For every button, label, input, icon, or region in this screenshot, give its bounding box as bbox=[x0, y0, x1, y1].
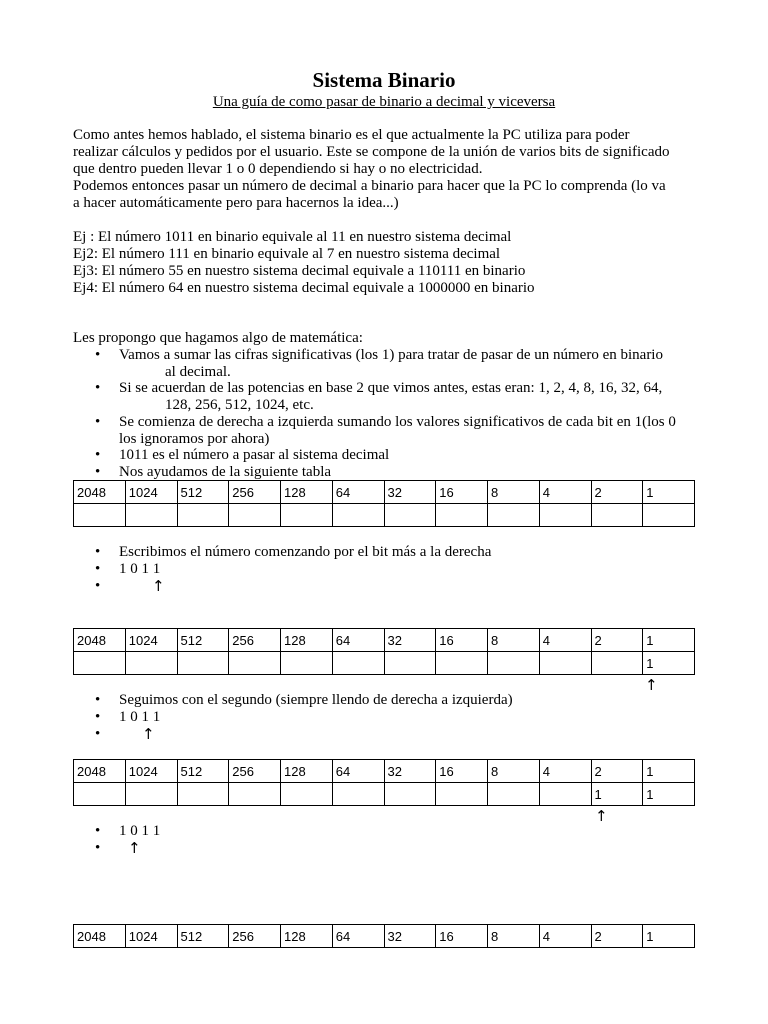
power-cell: 256 bbox=[229, 760, 281, 783]
bit-cell bbox=[177, 504, 229, 527]
bullet-text-continued: 128, 256, 512, 1024, etc. bbox=[165, 397, 314, 413]
power-cell: 16 bbox=[436, 925, 488, 948]
power-cell: 512 bbox=[177, 481, 229, 504]
intro-line: Como antes hemos hablado, el sistema binario es el que actualmente la PC utiliza para poder bbox=[73, 127, 630, 143]
power-cell: 1024 bbox=[125, 629, 177, 652]
power-cell: 4 bbox=[539, 629, 591, 652]
power-cell: 2048 bbox=[74, 481, 126, 504]
bullet-item bbox=[95, 577, 165, 595]
intro-line: realizar cálculos y pedidos por el usuario. Este se compone de la unión de varios bits de significado bbox=[73, 144, 670, 160]
intro-line: Podemos entonces pasar un número de decimal a binario para hacer que la PC lo comprenda (lo va bbox=[73, 178, 666, 194]
power-cell: 1 bbox=[643, 760, 695, 783]
power-cell: 64 bbox=[332, 629, 384, 652]
power-cell: 8 bbox=[488, 481, 540, 504]
power-cell: 2 bbox=[591, 925, 643, 948]
bits-row bbox=[74, 783, 695, 806]
bit-cell bbox=[539, 504, 591, 527]
power-cell: 64 bbox=[332, 760, 384, 783]
bits-row bbox=[74, 504, 695, 527]
bullet-glyph: • bbox=[95, 709, 101, 725]
power-cell: 2 bbox=[591, 760, 643, 783]
power-cell: 4 bbox=[539, 760, 591, 783]
power-cell: 64 bbox=[332, 925, 384, 948]
bit-cell bbox=[332, 504, 384, 527]
bit-cell: 1 bbox=[643, 783, 695, 806]
bit-cell bbox=[436, 783, 488, 806]
bit-cell: 1 bbox=[643, 652, 695, 675]
bit-cell bbox=[384, 504, 436, 527]
power-cell: 8 bbox=[488, 925, 540, 948]
binary-number: 1 0 1 1 bbox=[119, 561, 161, 577]
intro-line: que dentro pueden llevar 1 o 0 dependiendo si hay o no electricidad. bbox=[73, 161, 483, 177]
power-cell: 8 bbox=[488, 760, 540, 783]
power-cell: 1024 bbox=[125, 925, 177, 948]
bit-cell bbox=[177, 652, 229, 675]
bullet-glyph: • bbox=[95, 561, 101, 577]
bit-cell bbox=[229, 783, 281, 806]
power-cell: 1 bbox=[643, 481, 695, 504]
bullet-item bbox=[95, 692, 513, 709]
power-cell: 128 bbox=[281, 629, 333, 652]
power-cell: 2048 bbox=[74, 629, 126, 652]
page-title: Sistema Binario bbox=[312, 68, 456, 92]
bullet-glyph: • bbox=[95, 347, 101, 363]
bit-cell bbox=[591, 504, 643, 527]
bit-cell bbox=[177, 783, 229, 806]
intro-paragraph bbox=[73, 127, 703, 212]
bullet-glyph: • bbox=[95, 447, 101, 463]
binary-table bbox=[73, 628, 695, 675]
power-cell: 512 bbox=[177, 760, 229, 783]
bits-row bbox=[74, 652, 695, 675]
bit-cell bbox=[229, 652, 281, 675]
powers-row bbox=[74, 925, 695, 948]
bit-cell bbox=[643, 504, 695, 527]
bullet-text: Escribimos el número comenzando por el bit más a la derecha bbox=[119, 544, 492, 560]
power-cell: 1 bbox=[643, 925, 695, 948]
bit-cell bbox=[488, 652, 540, 675]
power-cell: 64 bbox=[332, 481, 384, 504]
example-line: Ej3: El número 55 en nuestro sistema decimal equivale a 110111 en binario bbox=[73, 263, 526, 279]
bullet-item bbox=[95, 414, 676, 447]
power-cell: 128 bbox=[281, 481, 333, 504]
powers-row bbox=[74, 481, 695, 504]
bit-cell bbox=[125, 652, 177, 675]
bullet-item bbox=[95, 839, 141, 857]
power-cell: 256 bbox=[229, 481, 281, 504]
page-subtitle: Una guía de como pasar de binario a decimal y viceversa bbox=[212, 94, 556, 110]
bullet-glyph: • bbox=[95, 380, 101, 396]
bullet-text: Se comienza de derecha a izquierda sumando los valores significativos de cada bit en 1(los 0 bbox=[119, 414, 676, 430]
up-arrow-icon: ↑ bbox=[142, 725, 155, 743]
bit-cell bbox=[591, 652, 643, 675]
bullet-item bbox=[95, 380, 663, 413]
power-cell: 512 bbox=[177, 925, 229, 948]
bullet-text: 1011 es el número a pasar al sistema decimal bbox=[119, 447, 390, 463]
binary-number: 1 0 1 1 bbox=[119, 823, 161, 839]
intro-line: a hacer automáticamente pero para hacernos la idea...) bbox=[73, 195, 399, 211]
bit-cell bbox=[488, 783, 540, 806]
up-arrow-icon: ↑ bbox=[128, 839, 141, 857]
example-line: Ej : El número 1011 en binario equivale al 11 en nuestro sistema decimal bbox=[73, 229, 512, 245]
power-cell: 32 bbox=[384, 629, 436, 652]
bullet-text: Nos ayudamos de la siguiente tabla bbox=[119, 464, 332, 480]
powers-row bbox=[74, 629, 695, 652]
bullet-glyph: • bbox=[95, 464, 101, 480]
power-cell: 1024 bbox=[125, 760, 177, 783]
bullet-item bbox=[95, 823, 161, 840]
power-cell: 1 bbox=[643, 629, 695, 652]
bullet-text-continued: al decimal. bbox=[165, 364, 231, 380]
bit-cell bbox=[281, 783, 333, 806]
bit-cell bbox=[332, 783, 384, 806]
bit-cell bbox=[125, 504, 177, 527]
bit-cell bbox=[281, 504, 333, 527]
power-cell: 4 bbox=[539, 925, 591, 948]
binary-table bbox=[73, 480, 695, 527]
binary-number: 1 0 1 1 bbox=[119, 709, 161, 725]
bullet-glyph: • bbox=[95, 414, 101, 430]
proposal-text: Les propongo que hagamos algo de matemática: bbox=[73, 330, 363, 346]
bit-cell bbox=[74, 504, 126, 527]
power-cell: 2 bbox=[591, 481, 643, 504]
bullet-glyph: • bbox=[95, 840, 101, 856]
power-cell: 32 bbox=[384, 481, 436, 504]
bit-cell bbox=[384, 652, 436, 675]
power-cell: 32 bbox=[384, 925, 436, 948]
example-line: Ej2: El número 111 en binario equivale al 7 en nuestro sistema decimal bbox=[73, 246, 501, 262]
bullet-glyph: • bbox=[95, 544, 101, 560]
bullet-glyph: • bbox=[95, 692, 101, 708]
up-arrow-icon: ↑ bbox=[595, 807, 608, 825]
bullet-item bbox=[95, 725, 155, 743]
bullet-glyph: • bbox=[95, 578, 101, 594]
examples-list bbox=[73, 229, 703, 297]
bit-cell bbox=[229, 504, 281, 527]
bit-cell bbox=[74, 783, 126, 806]
bit-cell bbox=[332, 652, 384, 675]
power-cell: 16 bbox=[436, 481, 488, 504]
bullet-text: Seguimos con el segundo (siempre llendo de derecha a izquierda) bbox=[119, 692, 513, 708]
power-cell: 2048 bbox=[74, 760, 126, 783]
bit-cell bbox=[281, 652, 333, 675]
binary-table bbox=[73, 924, 695, 948]
bit-cell bbox=[436, 652, 488, 675]
bullet-item bbox=[95, 464, 332, 481]
up-arrow-icon: ↑ bbox=[645, 676, 658, 694]
bit-cell bbox=[436, 504, 488, 527]
power-cell: 128 bbox=[281, 760, 333, 783]
bullet-item bbox=[95, 347, 663, 380]
bullet-text: Vamos a sumar las cifras significativas (los 1) para tratar de pasar de un número en binario bbox=[119, 347, 663, 363]
example-line: Ej4: El número 64 en nuestro sistema decimal equivale a 1000000 en binario bbox=[73, 280, 535, 296]
bit-cell: 1 bbox=[591, 783, 643, 806]
bit-cell bbox=[125, 783, 177, 806]
power-cell: 256 bbox=[229, 925, 281, 948]
powers-row bbox=[74, 760, 695, 783]
bullet-glyph: • bbox=[95, 823, 101, 839]
bullet-item bbox=[95, 561, 161, 578]
bit-cell bbox=[488, 504, 540, 527]
bullet-text-continued: los ignoramos por ahora) bbox=[119, 431, 270, 447]
power-cell: 8 bbox=[488, 629, 540, 652]
bullet-item bbox=[95, 447, 390, 464]
power-cell: 128 bbox=[281, 925, 333, 948]
bit-cell bbox=[539, 652, 591, 675]
binary-table bbox=[73, 759, 695, 806]
power-cell: 16 bbox=[436, 760, 488, 783]
power-cell: 2 bbox=[591, 629, 643, 652]
power-cell: 2048 bbox=[74, 925, 126, 948]
up-arrow-icon: ↑ bbox=[152, 577, 165, 595]
bit-cell bbox=[384, 783, 436, 806]
power-cell: 1024 bbox=[125, 481, 177, 504]
bit-cell bbox=[539, 783, 591, 806]
power-cell: 512 bbox=[177, 629, 229, 652]
bullet-item bbox=[95, 544, 492, 561]
power-cell: 32 bbox=[384, 760, 436, 783]
bullet-glyph: • bbox=[95, 726, 101, 742]
bullet-text: Si se acuerdan de las potencias en base 2 que vimos antes, estas eran: 1, 2, 4, 8, 16, 32, 64, bbox=[119, 380, 663, 396]
power-cell: 16 bbox=[436, 629, 488, 652]
bit-cell bbox=[74, 652, 126, 675]
power-cell: 4 bbox=[539, 481, 591, 504]
power-cell: 256 bbox=[229, 629, 281, 652]
bullet-item bbox=[95, 709, 161, 726]
